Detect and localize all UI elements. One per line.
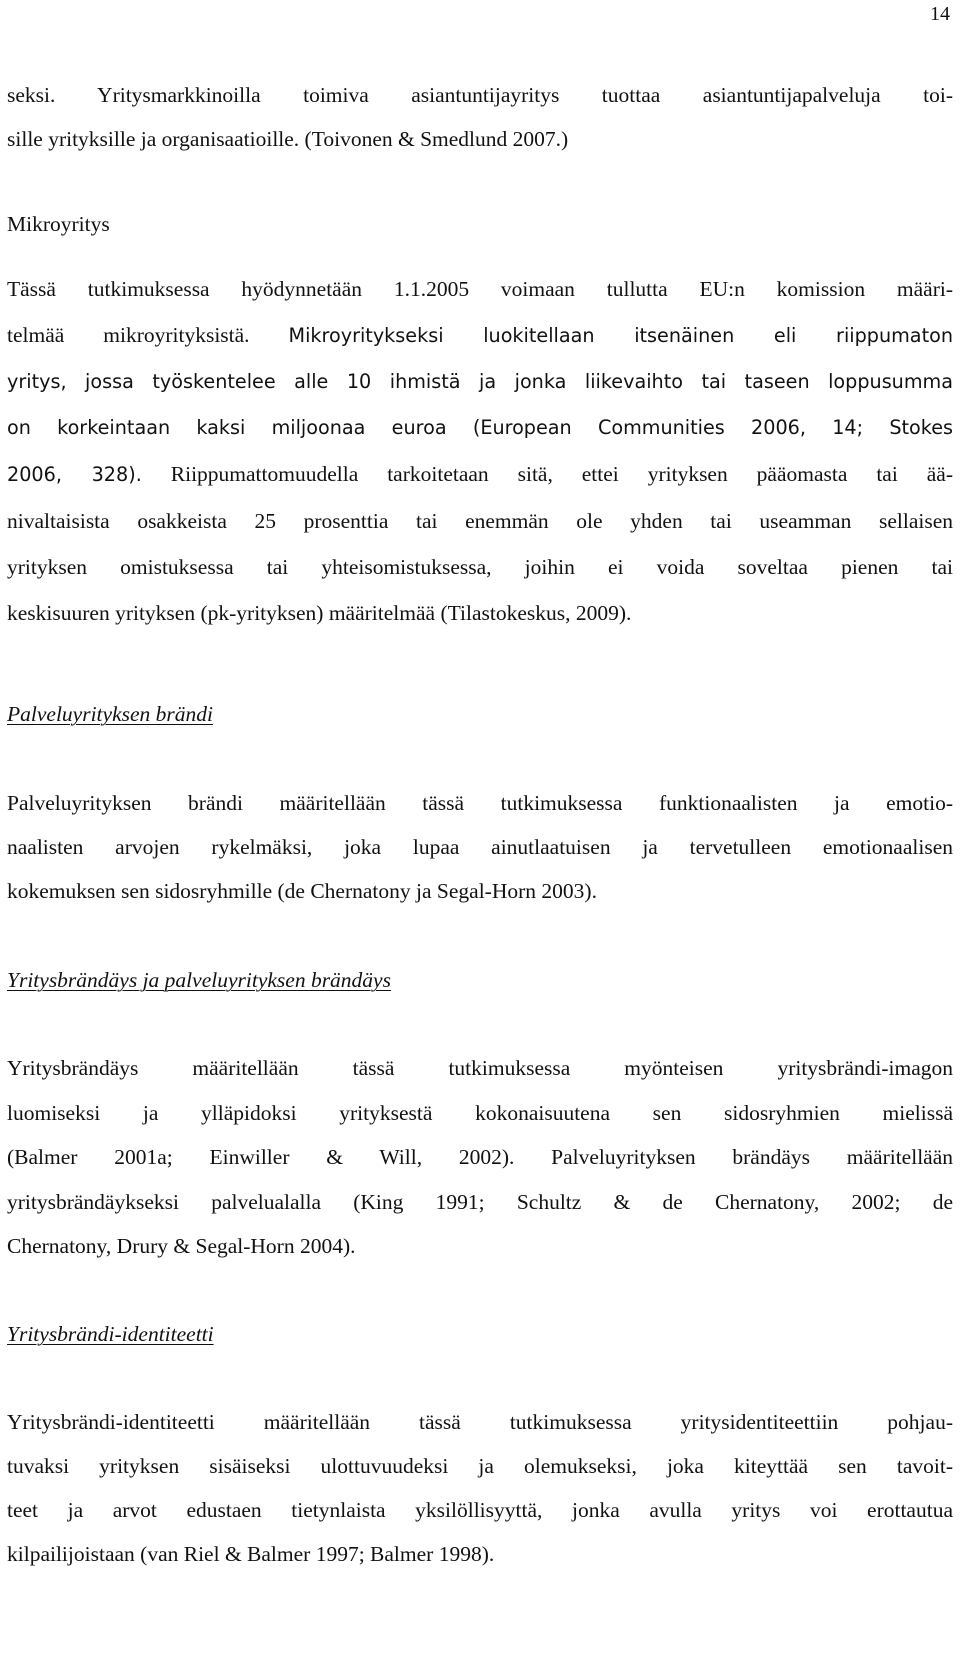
text-segment-sans: Mikroyritykseksi luokitellaan itsenäinen eli riippumaton — [288, 324, 953, 347]
paragraph-service-brand-definition — [7, 781, 953, 913]
text-line: Yritysbrändäys määritellään tässä tutkimuksessa myönteisen yritysbrändi-imagon — [7, 1056, 953, 1080]
text-line: Yritysbrändi-identiteetti määritellään tässä tutkimuksessa yritysidentiteettiin pohjau- — [7, 1410, 953, 1434]
paragraph-expert-companies — [7, 73, 953, 161]
text-line: tuvaksi yrityksen sisäiseksi ulottuvuudeksi ja olemukseksi, joka kiteyttää sen tavoit- — [7, 1454, 953, 1478]
text-line: seksi. Yritysmarkkinoilla toimiva asiantuntijayritys tuottaa asiantuntijapalveluja toi- — [7, 83, 953, 107]
text-line: naalisten arvojen rykelmäksi, joka lupaa ainutlaatuisen ja tervetulleen emotionaalisen — [7, 835, 953, 859]
text-line: yrityksen omistuksessa tai yhteisomistuksessa, joihin ei voida soveltaa pienen tai — [7, 555, 953, 579]
paragraph-microenterprise-definition — [7, 266, 953, 636]
text-segment-sans: 2006, 328). — [7, 463, 142, 486]
paragraph-corporate-branding-definition — [7, 1046, 953, 1269]
text-line: Chernatony, Drury & Segal-Horn 2004). — [7, 1234, 356, 1258]
text-line: kilpailijoistaan (van Riel & Balmer 1997; Balmer 1998). — [7, 1542, 495, 1566]
text-line: nivaltaisista osakkeista 25 prosenttia tai enemmän ole yhden tai useamman sellaisen — [7, 509, 953, 533]
text-line: sille yrityksille ja organisaatioille. (Toivonen & Smedlund 2007.) — [7, 127, 569, 151]
text-line: kokemuksen sen sidosryhmille (de Chernatony ja Segal-Horn 2003). — [7, 879, 597, 903]
text-line: teet ja arvot edustaen tietynlaista yksilöllisyyttä, jonka avulla yritys voi erottautua — [7, 1498, 953, 1522]
text-line: (Balmer 2001a; Einwiller & Will, 2002). Palveluyrityksen brändäys määritellään — [7, 1145, 953, 1169]
text-segment-serif: Riippumattomuudella tarkoitetaan sitä, ettei yrityksen pääomasta tai ää- — [170, 462, 953, 486]
text-line-mixed — [7, 312, 953, 359]
section-heading-brand-identity: Yritysbrändi-identiteetti — [7, 1322, 214, 1346]
text-line: luomiseksi ja ylläpidoksi yrityksestä kokonaisuutena sen sidosryhmien mielissä — [7, 1100, 953, 1125]
text-line: keskisuuren yrityksen (pk-yrityksen) määritelmää (Tilastokeskus, 2009). — [7, 601, 632, 625]
page-number: 14 — [930, 3, 950, 25]
section-heading-mikroyritys: Mikroyritys — [7, 212, 110, 236]
text-line: yritys, jossa työskentelee alle 10 ihmistä ja jonka liikevaihto tai taseen loppusumma — [7, 370, 953, 393]
text-segment-serif: telmää mikroyrityksistä. — [7, 323, 250, 347]
text-line: yritysbrändäykseksi palvelualalla (King 1991; Schultz & de Chernatony, 2002; de — [7, 1189, 953, 1214]
section-heading-corporate-branding: Yritysbrändäys ja palveluyrityksen brändäys — [7, 968, 391, 992]
paragraph-brand-identity-definition — [7, 1400, 953, 1576]
text-line: Palveluyrityksen brändi määritellään tässä tutkimuksessa funktionaalisten ja emotio- — [7, 791, 953, 815]
text-line: on korkeintaan kaksi miljoonaa euroa (European Communities 2006, 14; Stokes — [7, 416, 953, 439]
text-line: Tässä tutkimuksessa hyödynnetään 1.1.2005 voimaan tullutta EU:n komission määri- — [7, 277, 953, 301]
text-line-mixed — [7, 451, 953, 498]
section-heading-service-brand: Palveluyrityksen brändi — [7, 702, 213, 726]
